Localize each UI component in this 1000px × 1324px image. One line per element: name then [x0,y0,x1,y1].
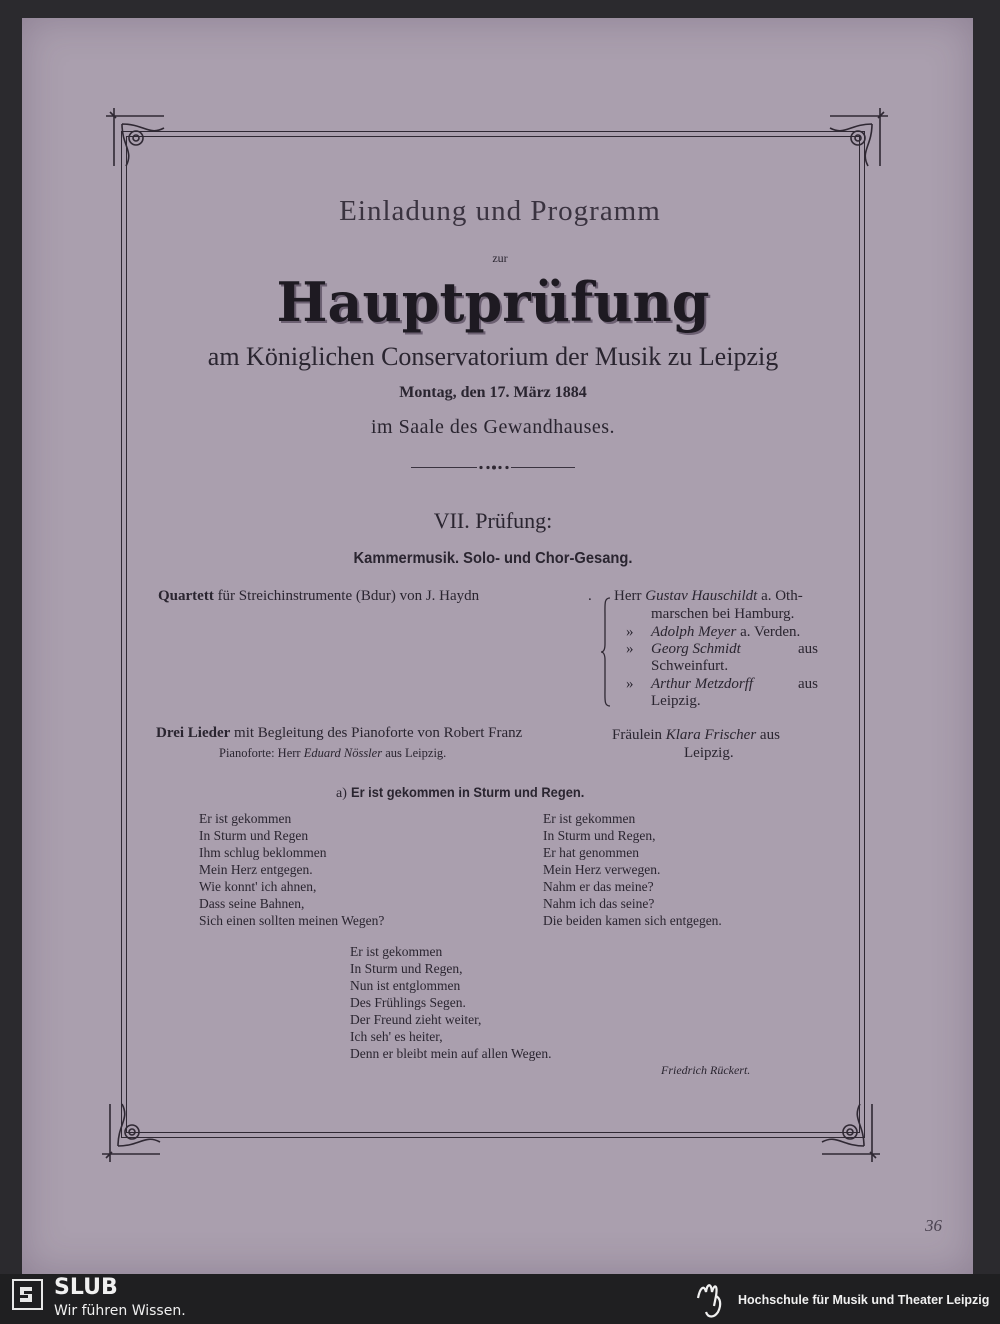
venue-line: im Saale des Gewandhauses. [370,416,616,438]
divider-ornament-icon [477,465,511,470]
performer-3-prefix: » [626,641,634,657]
stanza-2-line: Nahm er das meine? [543,879,654,894]
stanza-3 [350,943,551,1062]
main-title: Hauptprüfung [276,270,710,334]
performer-4-origin: aus [798,676,818,692]
stanza-3-line: Ich seh' es heiter, [350,1029,443,1044]
stanza-2-line: In Sturm und Regen, [543,828,656,843]
stanza-2-line: Er hat genommen [543,845,639,860]
performer-4-prefix: » [626,676,634,692]
lieder-work-bold: Drei Lieder [156,725,231,741]
lieder-work-rest: mit Begleitung des Pianoforte von Robert Franz [230,725,523,741]
performer-brace-icon [600,596,612,708]
pianist-name: Eduard Nössler [303,746,383,760]
stanza-2-line: Er ist gekommen [543,811,636,826]
performer-1-prefix: Herr [614,588,646,604]
section-subtitle: Kammermusik. Solo- und Chor-Gesang. [353,550,633,567]
singer-origin: Leipzig. [684,745,734,761]
corner-ornament-top-left-icon [104,106,174,176]
hmt-logo-icon[interactable] [694,1276,728,1320]
stanza-1-line: Ihm schlug beklommen [199,845,327,860]
stanza-1-line: In Sturm und Regen [199,828,309,843]
performer-3-origin: aus [798,641,818,657]
performer-3-line-2: Schweinfurt. [651,658,729,674]
stanza-3-line: Des Frühlings Segen. [350,995,466,1010]
section-title: VII. Prüfung: [433,508,553,533]
date-line: Montag, den 17. März 1884 [399,384,587,401]
corner-ornament-bottom-right-icon [812,1094,882,1164]
lieder-work [156,725,522,742]
stanza-1-line: Er ist gekommen [199,811,292,826]
title-line: Einladung und Programm [339,195,661,227]
zur-line: zur [492,251,508,265]
hmt-name[interactable]: Hochschule für Musik und Theater Leipzig [738,1293,990,1307]
performer-4-name: Arthur Metzdorff [651,676,754,692]
stanza-3-line: Nun ist entglommen [350,978,461,993]
performer-1-name: Gustav Hauschildt [645,588,758,604]
stanza-2-line: Die beiden kamen sich entgegen. [543,913,722,928]
poem-author: Friedrich Rückert. [661,1063,751,1077]
stanza-1-line: Sich einen sollten meinen Wegen? [199,913,385,928]
page-number: 36 [925,1216,942,1235]
quartet-work-rest: für Streichinstrumente (Bdur) von J. Haydn [213,588,480,604]
performer-2-origin: a. Verden. [736,624,801,640]
performer-1-line-1 [614,588,803,605]
singer-line [612,727,780,744]
stanza-2-line: Mein Herz verwegen. [543,862,661,877]
corner-ornament-top-right-icon [820,106,890,176]
performer-4-line-2: Leipzig. [651,693,701,709]
pianist-line [219,746,446,761]
stanza-3-line: In Sturm und Regen, [350,961,463,976]
stanza-3-line: Er ist gekommen [350,944,443,959]
song-a-marker: a) [336,786,347,801]
quartet-work [158,588,479,605]
performer-2-prefix: » [626,624,634,640]
song-a-title: Er ist gekommen in Sturm und Regen. [351,784,585,800]
slub-name[interactable]: SLUB [54,1275,118,1300]
pianist-prefix: Pianoforte: Herr [219,746,304,760]
quartet-dots: . [588,588,592,604]
performer-1-origin: a. Oth- [757,588,803,604]
stanza-1 [199,810,384,929]
performer-2-line [651,624,800,641]
institution-line: am Königlichen Conservatorium der Musik zu Leipzig [207,342,779,371]
stanza-3-line: Der Freund zieht weiter, [350,1012,482,1027]
singer-name: Klara Frischer [665,727,757,743]
performer-2-name: Adolph Meyer [651,624,737,640]
stanza-1-line: Wie konnt' ich ahnen, [199,879,317,894]
stanza-1-line: Mein Herz entgegen. [199,862,313,877]
singer-prefix: Fräulein [612,727,666,743]
corner-ornament-bottom-left-icon [100,1094,170,1164]
slub-logo-icon[interactable] [12,1279,43,1310]
stanza-2 [543,810,722,929]
song-a-heading [336,784,605,802]
quartet-work-bold: Quartett [158,588,214,604]
performer-3-name: Georg Schmidt [651,641,741,657]
performer-1-line-2: marschen bei Hamburg. [651,606,795,622]
stanza-1-line: Dass seine Bahnen, [199,896,305,911]
singer-suffix: aus [756,727,780,743]
stanza-3-line: Denn er bleibt mein auf allen Wegen. [350,1046,552,1061]
pianist-suffix: aus Leipzig. [382,746,447,760]
slub-tagline: Wir führen Wissen. [54,1303,186,1319]
stanza-2-line: Nahm ich das seine? [543,896,655,911]
